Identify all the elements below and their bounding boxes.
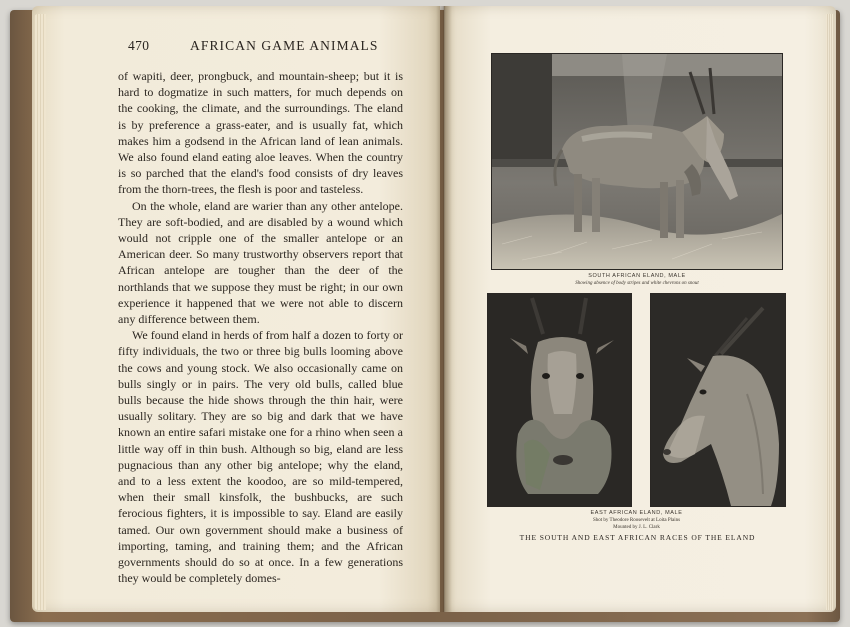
running-head: AFRICAN GAME ANIMALS [190,38,379,53]
east-african-eland-front-photo [488,294,631,506]
east-african-eland-profile-photo [651,294,785,506]
body-text [118,68,403,587]
eland-head-profile-image [651,294,785,506]
bottom-photos-caption: EAST AFRICAN ELAND, MALE [590,510,683,516]
bottom-photos-credit-shot: Shot by Theodore Roosevelt at Loita Plains [592,518,681,523]
paragraph: On the whole, eland are warier than any other antelope. They are soft-bodied, and are disabled by a wound which would not cripple one of the smaller antelope or an American deer. So many trustworthy observers report that African antelope are tougher than the deer of the northlands that we suppose they must be right; in our own experience it happened that we were not able to discern any difference between them. [118,198,403,327]
eland-standing-image [492,54,782,269]
top-photo-subcaption: Showing absence of body stripes and white chevrons on snout [575,281,699,286]
south-african-eland-photo [492,54,782,269]
top-photo-caption: SOUTH AFRICAN ELAND, MALE [588,273,686,279]
page-number: 470 [128,38,150,53]
bottom-photos-credit-mounted: Mounted by J. L. Clark [613,525,660,530]
paragraph: We found eland in herds of from half a dozen to forty or fifty individuals, the two or three big bulls looming above the cows and young stock. We also occasionally came on bulls singly or in pairs. The very old bulls, called blue bulls because the hide shows through the thin hair, were usually solitary. They are so big and dark that we have known an entire safari mistake one for a rhino when seen a little way off in thin bush. Although so big, eland are less pugnacious than any other big antelope; why the eland, and to a less extent the koodoo, are so mild-tempered, when their small kinsfolk, the bushbucks, are such ferocious fighters, it is impossible to say. Eland are easily tamed. Our own government should make a business of importing, taming, and training them; and the African governments should do so at once. In a few generations they would be completely domes- [118,328,403,586]
plate-title: THE SOUTH AND EAST AFRICAN RACES OF THE ELAND [519,533,756,542]
paragraph: of wapiti, deer, prongbuck, and mountain-sheep; but it is hard to dogmatize in such matters, for much depends on the cooking, the climate, and the surroundings. The eland is by preference a grass-eater, and is usually fat, which makes him a godsend in the African land of lean animals. We also found eland eating aloe leaves. When the country is so parched that the eland's food consists of dry leaves from the thorn-trees, the flesh is poor and tasteless. [118,69,403,197]
eland-head-front-image [488,294,631,506]
left-page-edges [34,14,46,610]
book-gutter [436,6,452,612]
right-page-edges [826,14,834,610]
